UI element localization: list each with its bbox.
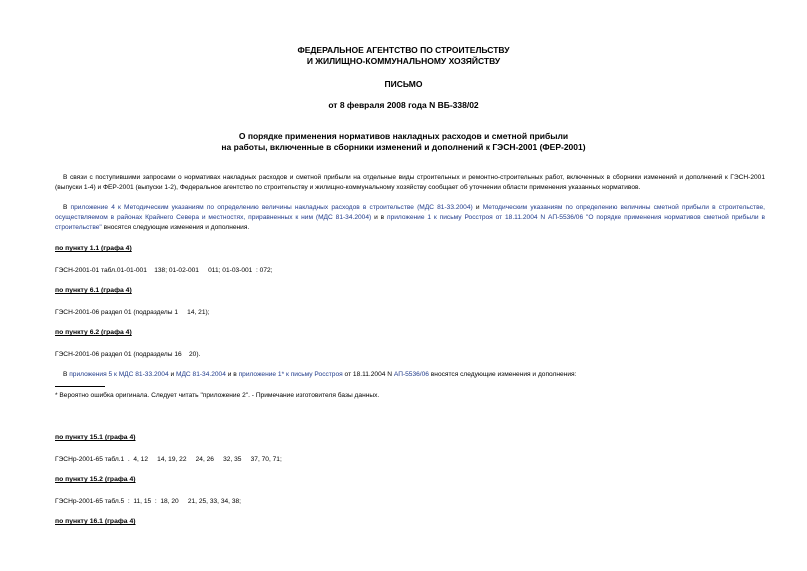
item-text-6-1: ГЭСН-2001-06 раздел 01 (подразделы 1 14, 21);	[55, 309, 210, 316]
appendix5-paragraph	[55, 370, 765, 380]
agency-name-line1: ФЕДЕРАЛЬНОЕ АГЕНТСТВО ПО СТРОИТЕЛЬСТВУ	[297, 45, 510, 55]
item-text-1-1: ГЭСН-2001-01 табл.01-01-001 138; 01-02-001 011; 01-03-001 : 072;	[55, 267, 273, 274]
agency-name-line2: И ЖИЛИЩНО-КОММУНАЛЬНОМУ ХОЗЯЙСТВУ	[306, 56, 501, 66]
para2-text-3: и в	[371, 214, 388, 221]
para3-text-1: В	[63, 371, 70, 378]
link-mds-81-34[interactable]: Методическим указаниям по определению величины сметной прибыли в строительстве, осуществляемом в районах Крайнего Севера и местностях, приравненных к ним (МДС 81-34.2004)	[55, 204, 766, 221]
para2-text-2: и	[472, 204, 483, 211]
link-mds-81-34-short[interactable]: МДС 81-34.2004	[175, 371, 226, 378]
item-text-15-1: ГЭСНр-2001-65 табл.1 . 4, 12 14, 19, 22 24, 26 32, 35 37, 70, 71;	[55, 456, 282, 463]
para2-text-1: В	[63, 204, 71, 211]
para2-text-4: вносятся следующие изменения и дополнения.	[101, 224, 250, 231]
footnote-text: * Вероятно ошибка оригинала. Следует читать "приложение 2". - Примечание изготовителя базы данных.	[55, 392, 380, 399]
item-heading-6-1: по пункту 6.1 (графа 4)	[55, 287, 132, 294]
para3-text-4: от 18.11.2004 N	[342, 371, 394, 378]
para3-text-3: и в	[225, 371, 239, 378]
para3-text-5: вносятся следующие изменения и дополнения:	[428, 371, 577, 378]
item-heading-15-1: по пункту 15.1 (графа 4)	[55, 434, 136, 441]
link-appendix5-mds-81-33[interactable]: приложения 5 к МДС 81-33.2004	[69, 371, 169, 378]
document-subject-line1: О порядке применения нормативов накладных расходов и сметной прибыли	[238, 131, 569, 141]
document-subject-line2: на работы, включенные в сборники изменений и дополнений к ГЭСН-2001 (ФЕР-2001)	[221, 142, 586, 152]
item-heading-15-2: по пункту 15.2 (графа 4)	[55, 476, 136, 483]
item-heading-16-1: по пункту 16.1 (графа 4)	[55, 518, 136, 525]
item-text-15-2: ГЭСНр-2001-65 табл.5 : 11, 15 : 18, 20 21, 25, 33, 34, 38;	[55, 498, 241, 505]
amendments-paragraph	[55, 203, 765, 233]
document-date-number: от 8 февраля 2008 года N ВБ-338/02	[328, 100, 479, 110]
para3-text-2: и	[168, 371, 176, 378]
link-ap-5536[interactable]: АП-5536/06	[393, 371, 429, 378]
footnote-divider	[55, 386, 105, 387]
intro-paragraph: В связи с поступившими запросами о нормативах накладных расходов и сметной прибыли на отдельные виды строительных и ремонтно-строительных работ, включенных в сборники изменений и дополнений к ГЭСН-2001 (выпуски 1-4) и ФЕР-2001 (выпуски 1-2), Федеральное агентство по строительству и жилищно-коммунальному хозяйству сообщает об уточнении области применения указанных нормативов.	[55, 174, 765, 191]
link-appendix1-letter[interactable]: приложение 1 к письму Росстроя от 18.11.2004 N АП-5536/06 "О порядке применения нормативов сметной прибыли в строительстве"	[55, 214, 765, 231]
item-heading-1-1: по пункту 1.1 (графа 4)	[55, 245, 132, 252]
link-appendix1-rosstroy[interactable]: приложение 1* к письму Росстроя	[238, 371, 343, 378]
document-type: ПИСЬМО	[384, 79, 423, 89]
item-text-6-2: ГЭСН-2001-06 раздел 01 (подразделы 16 20).	[55, 351, 201, 358]
link-appendix4-mds-81-33[interactable]: приложение 4 к Методическим указаниям по определению величины накладных расходов в строительстве (МДС 81-33.2004)	[70, 204, 473, 211]
item-heading-6-2: по пункту 6.2 (графа 4)	[55, 329, 132, 336]
